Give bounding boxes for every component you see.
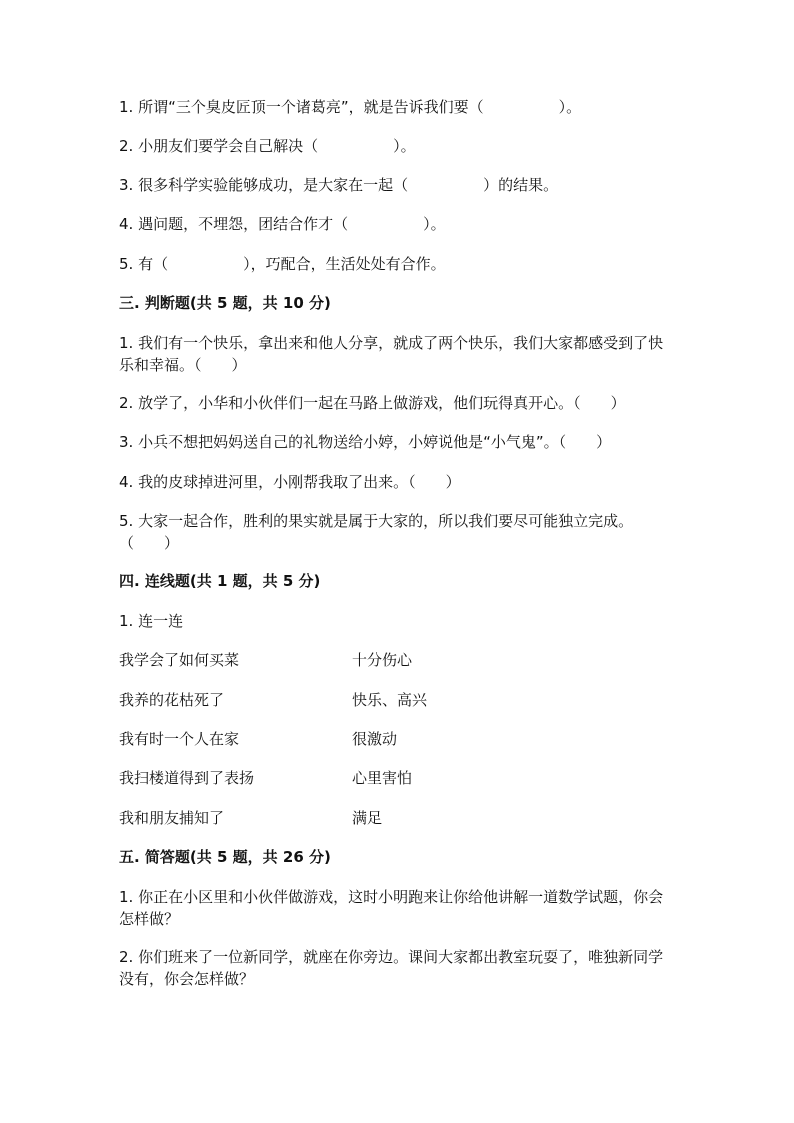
section-heading-matching: 四. 连线题(共 1 题，共 5 分) xyxy=(119,572,321,590)
judge-item-1: 1. 我们有一个快乐，拿出来和他人分享，就成了两个快乐，我们大家都感受到了快乐和幸福。（ ） xyxy=(119,334,664,374)
short-answer-item-1: 1. 你正在小区里和小伙伴做游戏，这时小明跑来让你给他讲解一道数学试题，你会怎样做？ xyxy=(119,888,664,928)
matching-right-item-1: 十分伤心 xyxy=(352,651,413,669)
section-heading-short-answer: 五. 简答题(共 5 题，共 26 分) xyxy=(119,848,331,866)
matching-right-item-3: 很激动 xyxy=(352,730,398,748)
short-answer-item-2: 2. 你们班来了一位新同学，就座在你旁边。课间大家都出教室玩耍了，唯独新同学没有，你会怎样做？ xyxy=(119,948,664,988)
fill-blank-item-3: 3. 很多科学实验能够成功，是大家在一起（ ）的结果。 xyxy=(119,176,559,194)
matching-right-item-2: 快乐、高兴 xyxy=(352,691,428,709)
matching-right-item-5: 满足 xyxy=(352,809,383,827)
matching-left-item-4: 我扫楼道得到了表扬 xyxy=(119,769,255,787)
judge-item-2: 2. 放学了，小华和小伙伴们一起在马路上做游戏，他们玩得真开心。（ ） xyxy=(119,394,626,412)
judge-item-3: 3. 小兵不想把妈妈送自己的礼物送给小婷，小婷说他是“小气鬼”。（ ） xyxy=(119,433,612,451)
matching-left-item-5: 我和朋友捕知了 xyxy=(119,809,225,827)
matching-left-item-1: 我学会了如何买菜 xyxy=(119,651,240,669)
matching-left-item-3: 我有时一个人在家 xyxy=(119,730,240,748)
fill-blank-item-2: 2. 小朋友们要学会自己解决（ ）。 xyxy=(119,137,416,155)
fill-blank-item-4: 4. 遇问题，不埋怨，团结合作才（ ）。 xyxy=(119,215,446,233)
section-heading-judge: 三. 判断题(共 5 题，共 10 分) xyxy=(119,294,331,312)
judge-item-4: 4. 我的皮球掉进河里，小刚帮我取了出来。（ ） xyxy=(119,473,461,491)
matching-prompt: 1. 连一连 xyxy=(119,612,184,630)
judge-item-5: 5. 大家一起合作，胜利的果实就是属于大家的，所以我们要尽可能独立完成。（ ） xyxy=(119,512,634,552)
fill-blank-item-5: 5. 有（ ），巧配合，生活处处有合作。 xyxy=(119,255,446,273)
fill-blank-item-1: 1. 所谓“三个臭皮匠顶一个诸葛亮”，就是告诉我们要（ ）。 xyxy=(119,98,582,116)
matching-right-item-4: 心里害怕 xyxy=(352,769,413,787)
matching-left-item-2: 我养的花枯死了 xyxy=(119,691,225,709)
